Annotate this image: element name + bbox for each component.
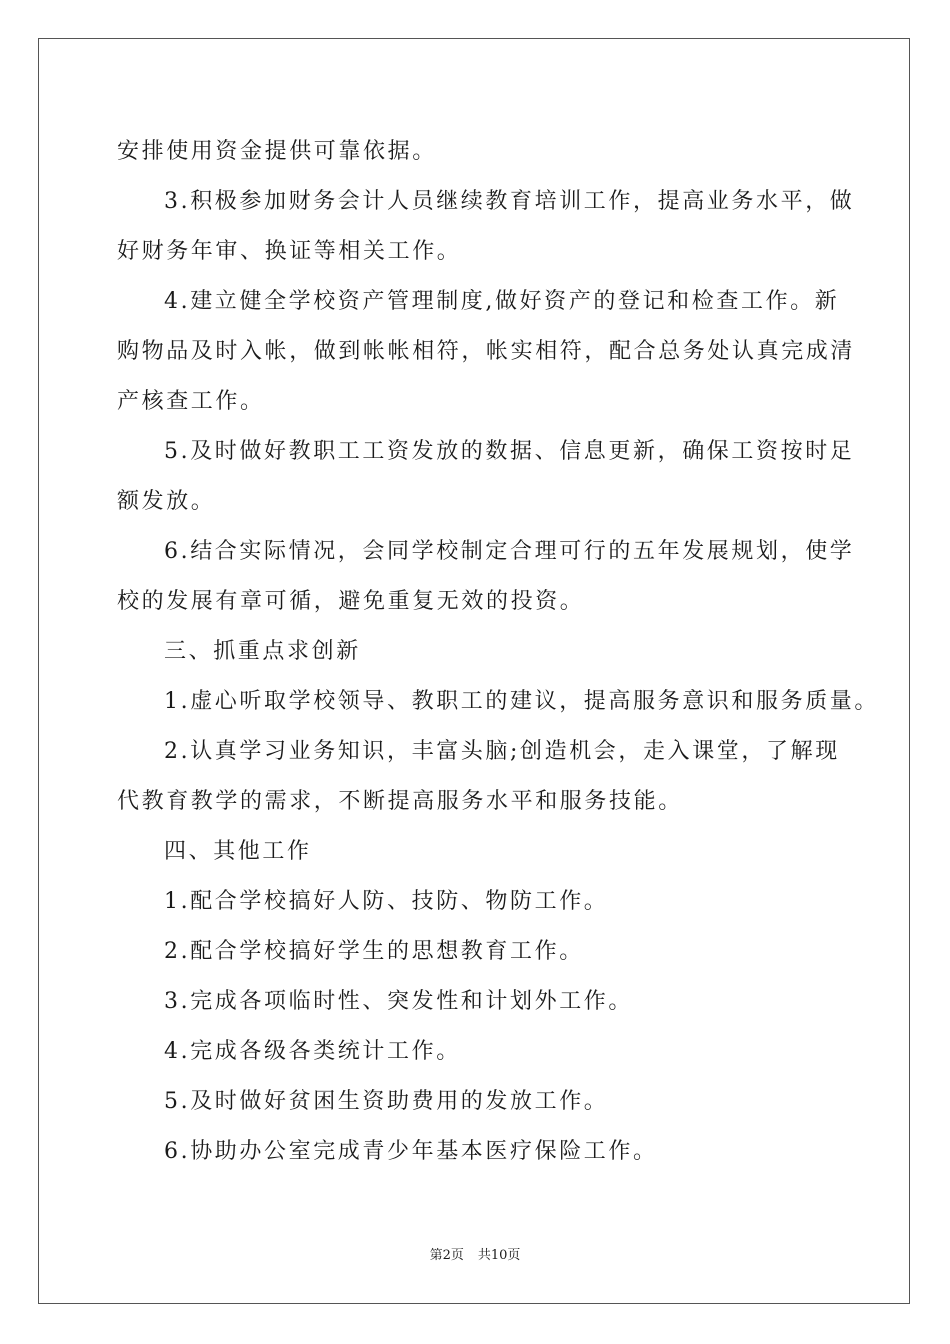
text-line: 5.及时做好教职工工资发放的数据、信息更新，确保工资按时足	[164, 439, 855, 464]
text-line: 3.完成各项临时性、突发性和计划外工作。	[164, 989, 633, 1014]
page-number: 第2页	[429, 1248, 464, 1263]
document-body	[117, 127, 879, 1177]
page-footer	[0, 1244, 950, 1263]
text-line: 5.及时做好贫困生资助费用的发放工作。	[164, 1089, 609, 1114]
text-line: 购物品及时入帐，做到帐帐相符，帐实相符，配合总务处认真完成清	[117, 339, 856, 364]
text-line: 代教育教学的需求，不断提高服务水平和服务技能。	[117, 789, 683, 814]
text-line: 2.认真学习业务知识，丰富头脑;创造机会，走入课堂，了解现	[164, 739, 840, 764]
text-line: 6.协助办公室完成青少年基本医疗保险工作。	[164, 1139, 658, 1164]
text-line: 产核查工作。	[117, 389, 265, 414]
text-line: 1.虚心听取学校领导、教职工的建议，提高服务意识和服务质量。	[164, 689, 879, 714]
text-line: 校的发展有章可循，避免重复无效的投资。	[117, 589, 585, 614]
text-line: 额发放。	[117, 489, 216, 514]
text-line: 6.结合实际情况，会同学校制定合理可行的五年发展规划，使学	[164, 539, 855, 564]
text-line: 好财务年审、换证等相关工作。	[117, 239, 462, 264]
text-line: 3.积极参加财务会计人员继续教育培训工作，提高业务水平，做	[164, 189, 855, 214]
text-line: 4.建立健全学校资产管理制度,做好资产的登记和检查工作。新	[164, 289, 840, 314]
page-total: 共10页	[477, 1248, 521, 1263]
text-line: 2.配合学校搞好学生的思想教育工作。	[164, 939, 584, 964]
text-line: 4.完成各级各类统计工作。	[164, 1039, 461, 1064]
section-heading: 四、其他工作	[164, 839, 312, 864]
text-line: 安排使用资金提供可靠依据。	[117, 139, 437, 164]
section-heading: 三、抓重点求创新	[164, 639, 361, 664]
text-line: 1.配合学校搞好人防、技防、物防工作。	[164, 889, 609, 914]
